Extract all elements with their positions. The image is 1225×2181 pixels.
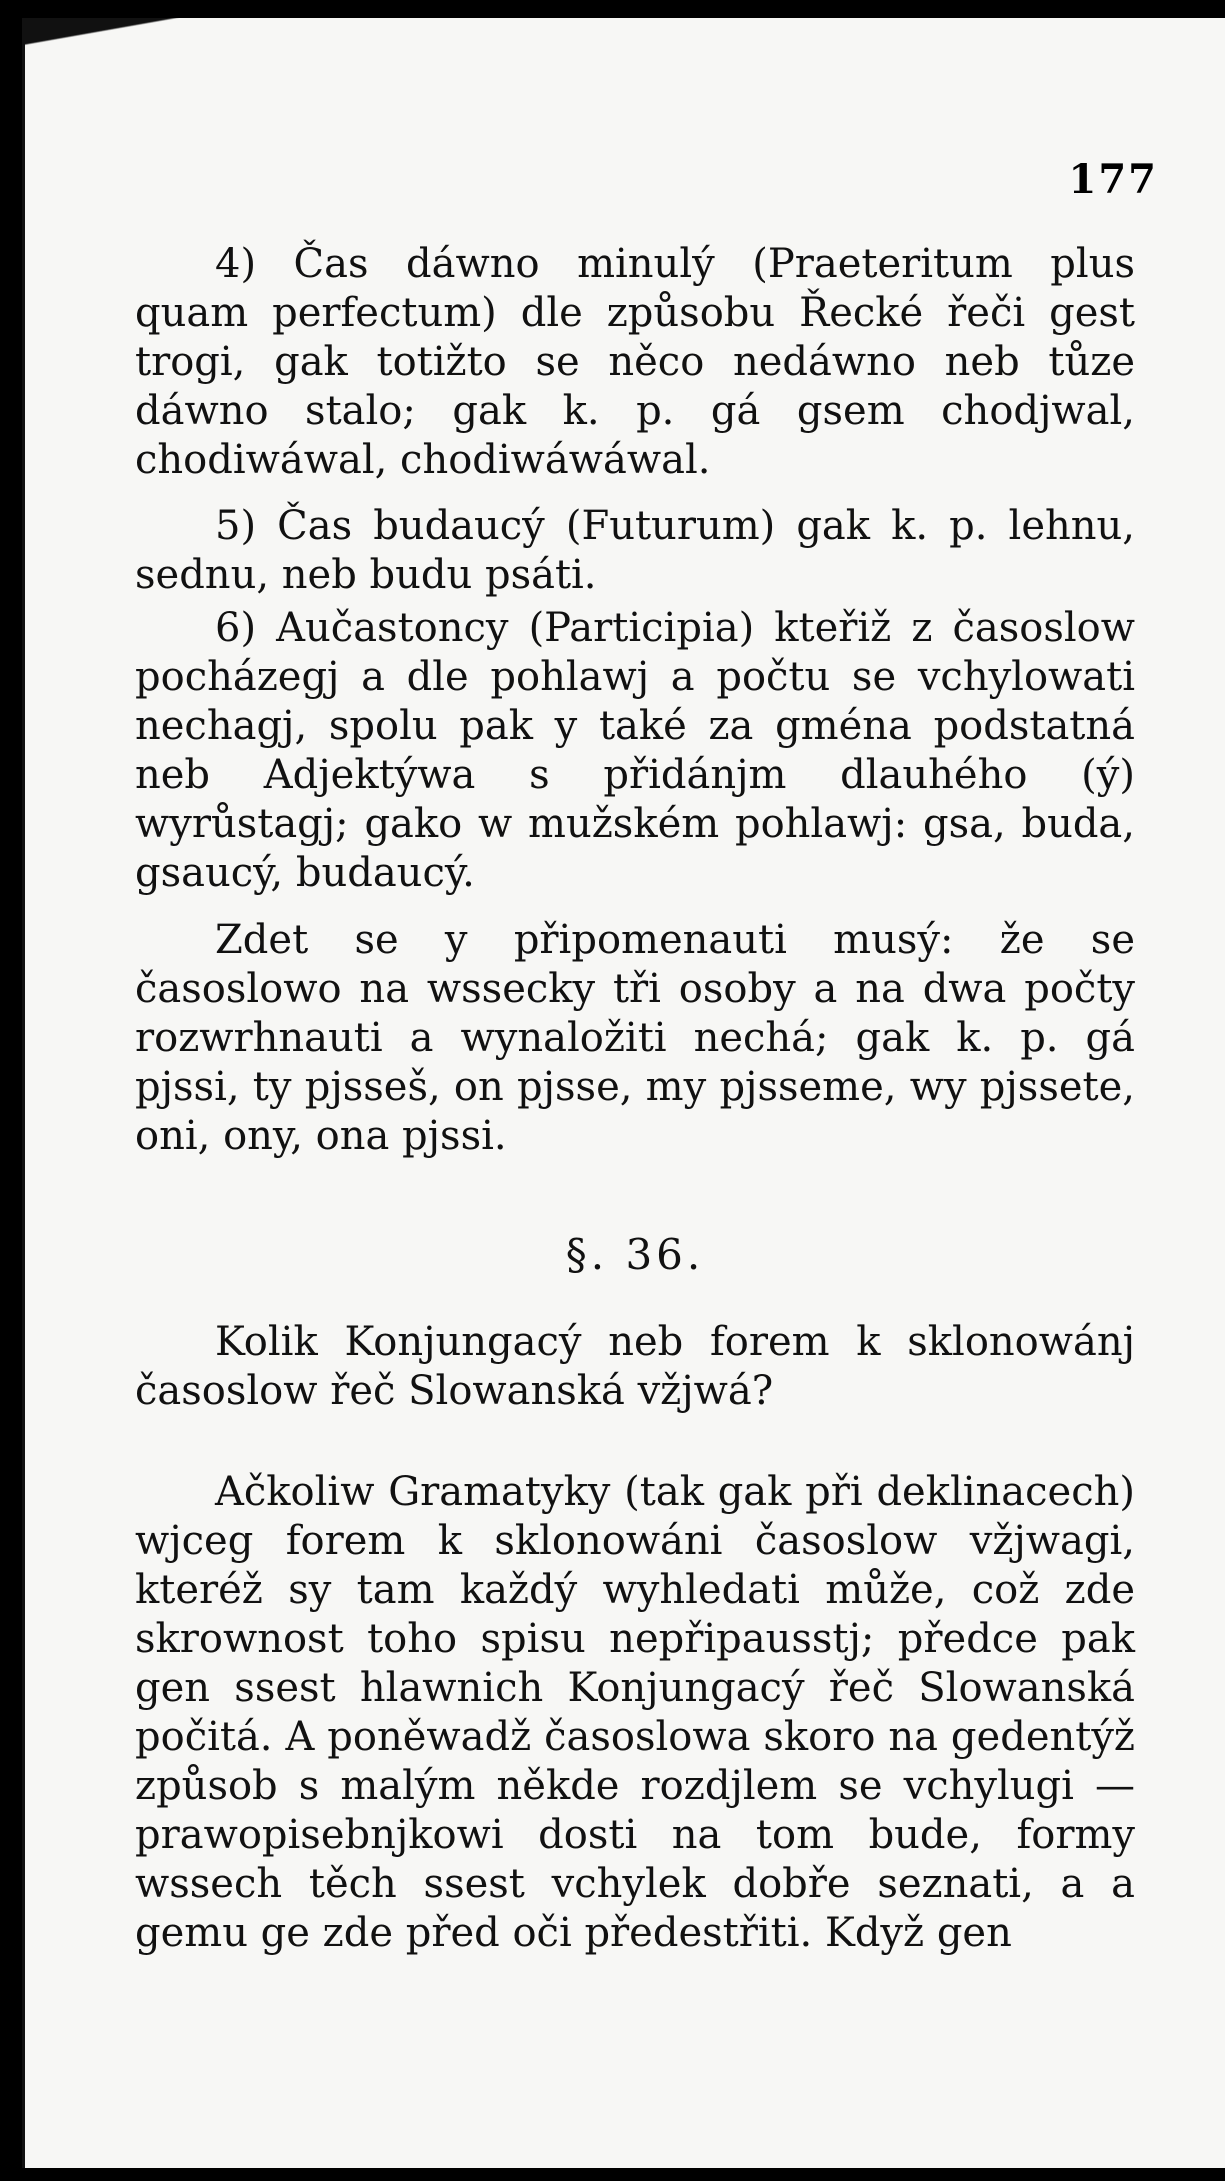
paragraph-6: 6) Aučastoncy (Participia) kteřiž z časoslow pocházegj a dle pohlawj a počtu se vchylowati nechagj, spolu pak y také za gména podstatná neb Adjektýwa s přidánjm dlauhého (ý) wyrůstagj; gako w mužském pohlawj: gsa, buda, gsaucý, budaucý. — [135, 605, 1135, 896]
page-fold-shadow — [25, 18, 285, 58]
book-page — [22, 18, 1225, 2168]
section-question: Kolik Konjungacý neb forem k sklonowánj časoslow řeč Slowanská vžjwá? — [135, 1319, 1135, 1414]
page-number: 177 — [1068, 156, 1158, 203]
paragraph-4: 4) Čas dáwno minulý (Praeteritum plus quam perfectum) dle způsobu Řecké řeči gest trogi, gak totižto se něco nedáwno neb tůze dáwno stalo; gak k. p. gá gsem chodjwal, chodiwáwal, chodiwáwáwal. — [135, 241, 1135, 483]
section-title: §. 36. — [565, 1230, 705, 1279]
paragraph-7: Zdet se y připomenauti musý: že se časoslowo na wssecky tři osoby a na dwa počty rozwrhnauti a wynaložiti nechá; gak k. p. gá pjssi, ty pjsseš, on pjsse, my pjsseme, wy pjssete, oni, ony, ona pjssi. — [135, 917, 1135, 1159]
paragraph-8: Ačkoliw Gramatyky (tak gak při deklinacech) wjceg forem k sklonowáni časoslow vžjwagi, kteréž sy tam každý wyhledati může, což zde skrownost toho spisu nepřipausstj; předce pak gen ssest hlawnich Konjungacý řeč Slowanská počitá. A poněwadž časoslowa skoro na gedentýž způsob s malým někde rozdjlem se vchylugi — prawopisebnjkowi dosti na tom bude, formy wssech těch ssest vchylek dobře seznati, a a gemu ge zde před oči předestřiti. Když gen — [135, 1469, 1135, 1956]
paragraph-5: 5) Čas budaucý (Futurum) gak k. p. lehnu, sednu, neb budu psáti. — [135, 503, 1135, 598]
